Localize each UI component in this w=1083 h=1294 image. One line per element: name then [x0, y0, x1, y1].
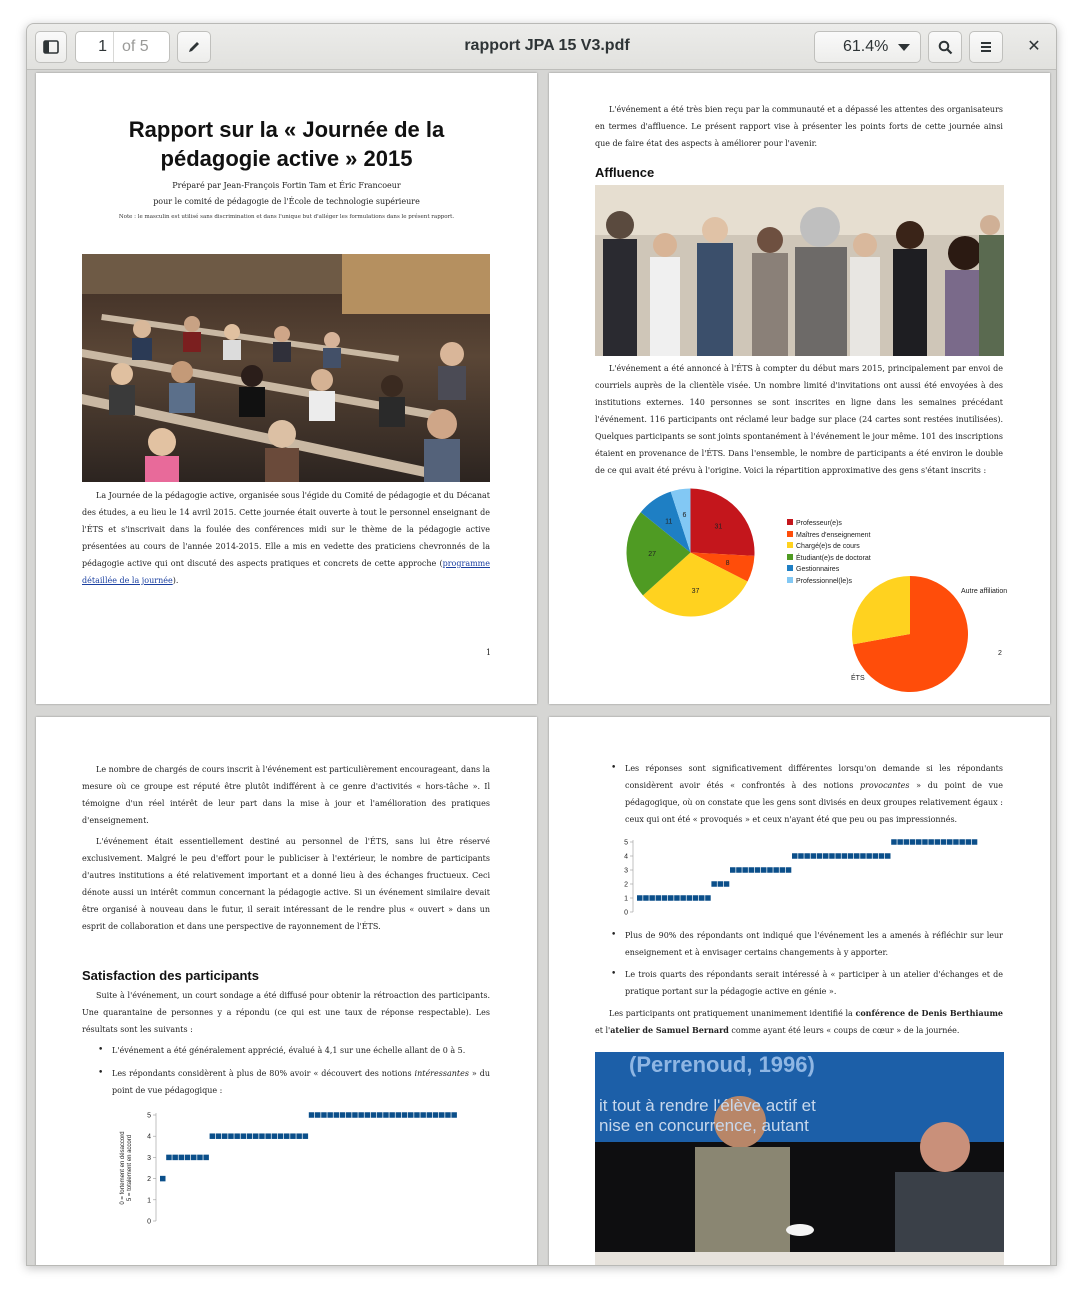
data-point [953, 839, 959, 845]
p4-bullet-3: • Le trois quarts des répondants serait intéressé à « participer à un atelier d'échanges et de pratique portant sur la pédagogie active en génie ». [607, 966, 1003, 1000]
data-point [823, 853, 829, 859]
pie-slice-label: 11 [665, 518, 673, 526]
legend-label: Maîtres d'enseignement [796, 531, 871, 539]
chevron-down-icon [898, 44, 910, 51]
current-page-number[interactable]: 1 [76, 32, 114, 62]
committee-line: pour le comité de pédagogie de l'École de technologie supérieure [153, 197, 420, 206]
p3-paragraph-2: L'événement était essentiellement destiné au personnel de l'ÉTS, sans lui être réservé exclusivement. Malgré le peu d'effort pour le publiciser à l'extérieur, le nombre de participants d'autres institutions a été relativement important et a donné lieu à des échanges fructueux. Ceci dénote aussi un intérêt commun concernant la pédagogie active. Si un événement similaire devait être organisé à nouveau dans le futur, il serait intéressant de le rendre plus « ouvert » dans un esprit de collaboration et dans une perspective de rayonnement de l'ÉTS. [82, 837, 490, 931]
data-point [272, 1133, 278, 1139]
y-tick-label: 3 [147, 1154, 151, 1162]
data-point [668, 895, 674, 901]
data-point [910, 839, 916, 845]
data-point [786, 867, 792, 873]
data-point [897, 839, 903, 845]
y-tick-label: 5 [624, 839, 628, 847]
data-point [773, 867, 779, 873]
data-point [649, 895, 655, 901]
data-point [860, 853, 866, 859]
byline: Préparé par Jean-François Fortin Tam et Éric Francoeur [172, 181, 401, 190]
data-point [315, 1112, 321, 1118]
gender-note: Note : le masculin est utilisé sans discrimination et dans l'unique but d'alléger les formulations dans le présent rapport. [118, 214, 455, 220]
pie-slice-label: 27 [648, 551, 657, 559]
data-point [203, 1155, 209, 1161]
pencil-icon [187, 40, 201, 54]
y-tick-label: 3 [624, 867, 628, 875]
hamburger-menu-icon [979, 41, 993, 53]
search-icon [938, 40, 953, 55]
pie-slice [691, 489, 755, 556]
data-point [792, 853, 798, 859]
data-point [835, 853, 841, 859]
data-point [879, 853, 885, 859]
intro-text: La Journée de la pédagogie active, organisée sous l'égide du Comité de pédagogie et du Décanat des études, a eu lieu le 14 avril 2015. Cette journée était ouverte à tout le personnel enseignant de l'ÉTS et s'inscrivait dans la foulée des conférences midi sur le thème de la pédagogie active présentées au cours de l'année 2014-2015. Elle a mis en vedette des praticiens chevronnés de la pédagogie active qui ont discuté des aspects pratiques et concrets de cette approche ( [82, 491, 490, 568]
provocation-dot-chart [617, 832, 997, 917]
data-point [265, 1133, 271, 1139]
window-title: rapport JPA 15 V3.pdf [464, 37, 630, 54]
data-point [228, 1133, 234, 1139]
data-point [334, 1112, 340, 1118]
p4-text-end: comme ayant été leurs « coups de cœur » de la journée. [728, 1026, 960, 1035]
intro-paragraph [82, 487, 490, 589]
data-point [303, 1133, 309, 1139]
y-tick-label: 1 [147, 1197, 151, 1205]
lecture-hall-photo [82, 254, 490, 482]
data-point [377, 1112, 383, 1118]
pie-slice-label: 6 [682, 512, 687, 520]
data-point [972, 839, 978, 845]
y-axis-label: 0 = fortement en désaccord [120, 1131, 126, 1205]
title-line-1: Rapport sur la « Journée de la [128, 117, 445, 142]
data-point [811, 853, 817, 859]
sidebar-toggle-icon [43, 40, 59, 54]
authors-block [36, 178, 537, 210]
slide-line-2: nise en concurrence, autant [599, 1116, 809, 1135]
page-3 [36, 717, 537, 1266]
legend-item [787, 541, 871, 553]
page-number-entry[interactable] [75, 31, 170, 63]
data-point [817, 853, 823, 859]
b2-text: Les répondants considèrent à plus de 80% avoir « découvert des notions [112, 1069, 415, 1078]
data-point [736, 867, 742, 873]
data-point [259, 1133, 265, 1139]
data-point [340, 1112, 346, 1118]
header-bar [27, 24, 1056, 70]
data-point [829, 853, 835, 859]
document-viewer-window [26, 23, 1057, 1266]
y-tick-label: 2 [147, 1176, 151, 1184]
slide-line-1: it tout à rendre l'élève actif et [599, 1096, 816, 1115]
data-point [439, 1112, 445, 1118]
data-point [643, 895, 649, 901]
data-point [755, 867, 761, 873]
zoom-selector[interactable] [814, 31, 921, 63]
interest-dot-chart [116, 1105, 466, 1230]
y-tick-label: 2 [624, 881, 628, 889]
report-title [36, 115, 537, 173]
data-point [848, 853, 854, 859]
p3-paragraph-3: Suite à l'événement, un court sondage a été diffusé pour obtenir la rétroaction des participants. Une quarantaine de personnes y a répondu (ce qui est une taux de réponse respectable). Les résultats sont les suivants : [82, 991, 490, 1034]
data-point [674, 895, 680, 901]
data-point [427, 1112, 433, 1118]
registration-pie-chart [623, 485, 758, 620]
data-point [247, 1133, 253, 1139]
p4-b1-text: Les réponses sont significativement différentes lorsqu'on demande si les répondants considèrent avoir étés « confrontés à des notions [625, 764, 1003, 790]
data-point [699, 895, 705, 901]
data-point [705, 895, 711, 901]
p4-bold-1: conférence de Denis Berthiaume [855, 1008, 1003, 1018]
data-point [433, 1112, 439, 1118]
legend-swatch [787, 577, 793, 583]
legend-item [787, 530, 871, 542]
data-point [179, 1155, 185, 1161]
title-line-2: pédagogie active » 2015 [160, 146, 413, 171]
data-point [365, 1112, 371, 1118]
close-icon[interactable]: ✕ [1027, 36, 1041, 55]
data-point [296, 1133, 302, 1139]
crowd-photo [595, 185, 1004, 356]
data-point [166, 1155, 172, 1161]
data-point [854, 853, 860, 859]
data-point [866, 853, 872, 859]
data-point [718, 881, 724, 887]
data-point [966, 839, 972, 845]
data-point [371, 1112, 377, 1118]
data-point [216, 1133, 222, 1139]
data-point [780, 867, 786, 873]
p4-paragraph [595, 1005, 1003, 1039]
data-point [928, 839, 934, 845]
data-point [383, 1112, 389, 1118]
satisfaction-heading: Satisfaction des participants [82, 968, 259, 983]
data-point [804, 853, 810, 859]
legend-label: Gestionnaires [796, 566, 840, 573]
annotate-button[interactable] [177, 31, 211, 63]
intro-text-end: ). [172, 576, 179, 585]
data-point [724, 881, 730, 887]
data-point [346, 1112, 352, 1118]
data-point [210, 1133, 216, 1139]
legend-swatch [787, 554, 793, 560]
data-point [711, 881, 717, 887]
data-point [321, 1112, 327, 1118]
legend-item [787, 553, 871, 565]
data-point [873, 853, 879, 859]
legend-label: Étudiant(e)s de doctorat [796, 554, 871, 562]
affiliation-pie-chart [849, 573, 971, 695]
data-point [185, 1155, 191, 1161]
data-point [916, 839, 922, 845]
data-point [222, 1133, 228, 1139]
data-point [284, 1133, 290, 1139]
p4-b1-text-end: » du point de vue pédagogique, où on constate que les gens sont divisés en deux groupes relativement égaux : ceux qui ont été « provoqués » et ceux n'ayant été que peu ou pas impressionnés. [625, 781, 1004, 824]
data-point [451, 1112, 457, 1118]
data-point [842, 853, 848, 859]
legend-label: Chargé(e)s de cours [796, 543, 860, 550]
affluence-paragraph: L'événement a été annoncé à l'ÉTS à compter du début mars 2015, principalement par envoi de courriels auprès de la clientèle visée. Un nombre limité d'invitations ont aussi été envoyées à des institutions externes. 140 personnes se sont inscrites en ligne dans les semaines précédant l'événement. 116 participants ont réclamé leur badge sur place (24 cartes sont restées inutilisées). Quelques participants se sont joints spontanément à l'événement le jour même. 101 des inscriptions étaient en provenance de l'ÉTS. Dans l'ensemble, le nombre de participants a été environ le double de ce qui avait été prévu à l'origine. Voici la répartition approximative des gens s'étant inscrits : [595, 364, 1003, 475]
y-tick-label: 5 [147, 1112, 151, 1120]
data-point [420, 1112, 426, 1118]
data-point [959, 839, 965, 845]
data-point [396, 1112, 402, 1118]
data-point [278, 1133, 284, 1139]
p3-paragraph-1: Le nombre de chargés de cours inscrit à l'événement est particulièrement encourageant, dans la mesure où ce groupe est réputé être plutôt indifférent à ce genre d'activités « hors-tâche ». Il témoigne d'un réel intérêt de leur part dans la mise à jour et l'amélioration des pratiques d'enseignement. [82, 765, 490, 825]
y-tick-label: 4 [624, 853, 628, 861]
data-point [241, 1133, 247, 1139]
data-point [941, 839, 947, 845]
sidebar-toggle-button[interactable] [35, 31, 67, 63]
zoom-level: 61.4% [843, 38, 889, 55]
b2-emphasis: intéressantes [414, 1069, 469, 1078]
legend-swatch [787, 542, 793, 548]
data-point [767, 867, 773, 873]
data-point [742, 867, 748, 873]
page-2 [549, 73, 1050, 704]
y-tick-label: 0 [624, 909, 628, 917]
page-1 [36, 73, 537, 704]
data-point [935, 839, 941, 845]
pie2-label-ets: ÉTS [851, 675, 865, 682]
pie2-label-other: Autre affiliation [961, 588, 1008, 595]
data-point [761, 867, 767, 873]
menu-button[interactable] [969, 31, 1003, 63]
data-point [197, 1155, 203, 1161]
legend-swatch [787, 531, 793, 537]
y-axis-label: 5 = totalement en accord [127, 1134, 133, 1202]
data-point [656, 895, 662, 901]
legend-label: Professionnel(le)s [796, 577, 853, 585]
document-view[interactable] [27, 71, 1056, 1266]
b2-text-end: » du point de vue pédagogique : [112, 1069, 490, 1095]
legend-item [787, 518, 871, 530]
p3-bullet-1: • L'événement a été généralement apprécié, évalué à 4,1 sur une échelle allant de 0 à 5. [94, 1042, 490, 1059]
data-point [693, 895, 699, 901]
data-point [445, 1112, 451, 1118]
data-point [904, 839, 910, 845]
page-number-1: 1 [486, 648, 492, 657]
data-point [389, 1112, 395, 1118]
data-point [327, 1112, 333, 1118]
data-point [309, 1112, 315, 1118]
p4-b1-emphasis: provocantes [859, 781, 910, 790]
data-point [160, 1176, 166, 1182]
data-point [253, 1133, 259, 1139]
data-point [414, 1112, 420, 1118]
p4-text: Les participants ont pratiquement unanimement identifié la [609, 1009, 856, 1018]
page2-intro: L'événement a été très bien reçu par la communauté et a dépassé les attentes des organisateurs en termes d'affluence. Le présent rapport vise à présenter les points forts de cette journée ainsi que de faire état des aspects à améliorer pour l'avenir. [595, 105, 1003, 148]
search-button[interactable] [928, 31, 962, 63]
slide-citation: (Perrenoud, 1996) [629, 1052, 815, 1077]
data-point [922, 839, 928, 845]
p4-bold-2: atelier de Samuel Bernard [610, 1025, 729, 1035]
data-point [637, 895, 643, 901]
data-point [662, 895, 668, 901]
data-point [402, 1112, 408, 1118]
page-4 [549, 717, 1050, 1266]
y-tick-label: 1 [624, 895, 628, 903]
speakers-photo [595, 1052, 1004, 1266]
pie-slice-label: 8 [725, 559, 730, 567]
data-point [680, 895, 686, 901]
p3-bullet-2 [94, 1065, 490, 1099]
data-point [798, 853, 804, 859]
data-point [749, 867, 755, 873]
data-point [352, 1112, 358, 1118]
data-point [191, 1155, 197, 1161]
page-count-label: of 5 [122, 38, 149, 55]
data-point [687, 895, 693, 901]
y-tick-label: 0 [147, 1218, 151, 1226]
pie2-label-value: 2 [998, 650, 1002, 657]
data-point [947, 839, 953, 845]
program-link[interactable]: programme détaillée de la journée [82, 559, 490, 585]
legend-label: Professeur(e)s [796, 520, 842, 527]
data-point [885, 853, 891, 859]
legend-swatch [787, 519, 793, 525]
pie-slice-label: 37 [691, 588, 700, 596]
legend-swatch [787, 565, 793, 571]
data-point [730, 867, 736, 873]
p4-bullet-1 [607, 760, 1003, 828]
affluence-heading: Affluence [595, 165, 655, 180]
data-point [172, 1155, 178, 1161]
data-point [891, 839, 897, 845]
data-point [290, 1133, 296, 1139]
data-point [234, 1133, 240, 1139]
p4-text-mid: et l' [595, 1026, 611, 1035]
data-point [358, 1112, 364, 1118]
y-tick-label: 4 [147, 1133, 151, 1141]
pie-slice [852, 576, 910, 644]
p4-bullet-2: • Plus de 90% des répondants ont indiqué que l'événement les a amenés à réfléchir sur leur enseignement et à envisager certains changements à y apporter. [607, 927, 1003, 961]
data-point [408, 1112, 414, 1118]
pie-slice-label: 31 [714, 523, 723, 531]
